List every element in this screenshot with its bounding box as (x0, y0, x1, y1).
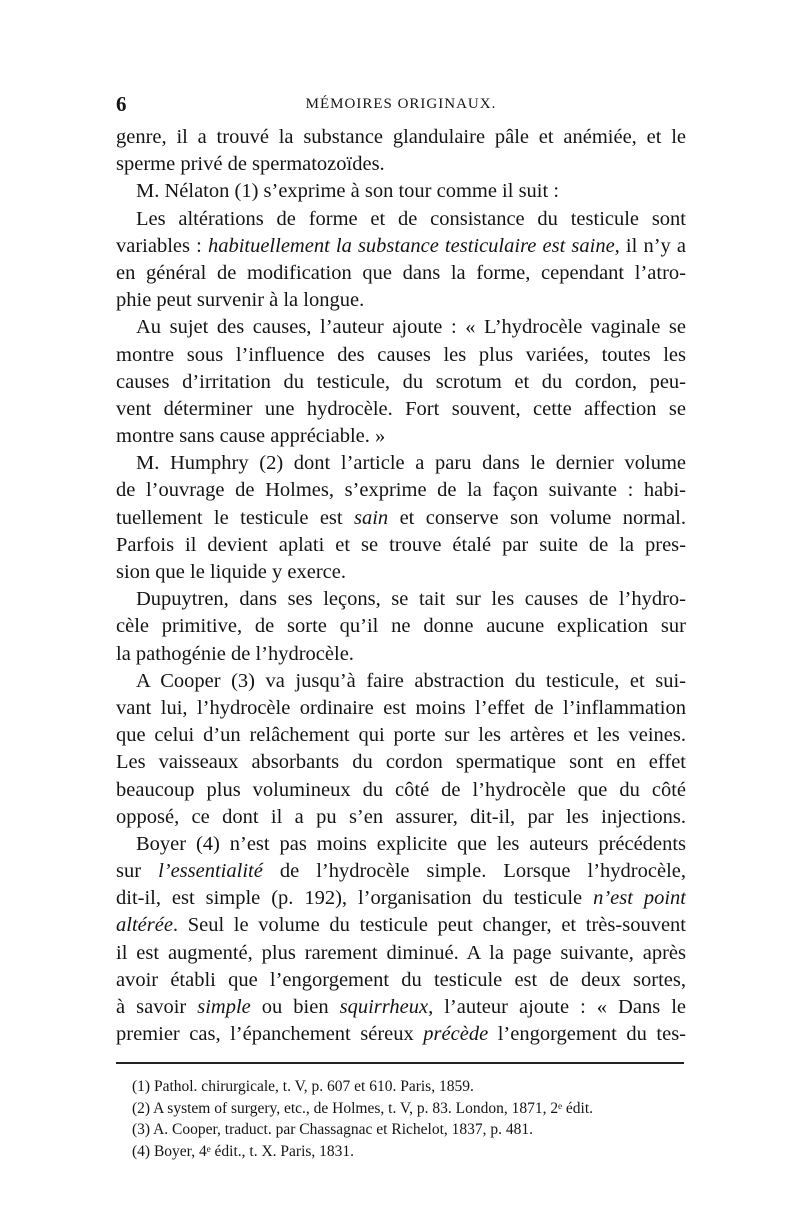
footnote: (1) Pathol. chirurgicale, t. V, p. 607 et 610. Paris, 1859. (132, 1078, 474, 1096)
footnote-divider (116, 1062, 684, 1064)
text-line: dit-il, est simple (p. 192), l’organisation du testicule n’est point (116, 887, 686, 910)
text-line: montre sous l’influence des causes les plus variées, toutes les (116, 343, 686, 366)
text-line: sur l’essentialité de l’hydrocèle simple. Lorsque l’hydrocèle, (116, 860, 686, 883)
body-text (116, 124, 686, 1048)
text-line: genre, il a trouvé la substance glandulaire pâle et anémiée, et le (116, 126, 686, 148)
text-line: à savoir simple ou bien squirrheux, l’auteur ajoute : « Dans le (116, 996, 686, 1018)
page-header (116, 92, 686, 124)
text-line: M. Nélaton (1) s’exprime à son tour comme il suit : (136, 180, 560, 203)
text-line: sperme privé de spermatozoïdes. (116, 153, 385, 176)
text-line: vant lui, l’hydrocèle ordinaire est moins l’effet de l’inflammation (116, 696, 686, 719)
text-line: variables : habituellement la substance testiculaire est saine, il n’y a (116, 234, 686, 257)
text-line: Les vaisseaux absorbants du cordon spermatique sont en effet (116, 751, 686, 774)
text-line: montre sans cause appréciable. » (116, 425, 386, 448)
text-line: la pathogénie de l’hydrocèle. (116, 642, 354, 665)
footnote: (3) A. Cooper, traduct. par Chassagnac et Richelot, 1837, p. 481. (132, 1121, 533, 1139)
page-number: 6 (116, 92, 127, 116)
text-line: Parfois il devient aplati et se trouve étalé par suite de la pres- (116, 533, 686, 556)
text-line: vent déterminer une hydrocèle. Fort souvent, cette affection se (116, 397, 686, 420)
text-line: beaucoup plus volumineux du côté de l’hydrocèle que du côté (116, 778, 686, 801)
footnote: (4) Boyer, 4ᵉ édit., t. X. Paris, 1831. (132, 1142, 355, 1160)
text-line: cèle primitive, de sorte qu’il ne donne aucune explication sur (116, 615, 686, 638)
footnotes (116, 1076, 686, 1162)
text-line: altérée. Seul le volume du testicule peut changer, et très-souvent (116, 914, 686, 937)
text-line: il est augmenté, plus rarement diminué. A la page suivante, après (116, 941, 686, 964)
footnote: (2) A system of surgery, etc., de Holmes, t. V, p. 83. London, 1871, 2ᵉ édit. (132, 1099, 594, 1117)
text-line: Les altérations de forme et de consistance du testicule sont (136, 207, 686, 230)
running-title: MÉMOIRES ORIGINAUX. (305, 96, 497, 112)
text-line: de l’ouvrage de Holmes, s’exprime de la façon suivante : habi- (116, 479, 686, 502)
text-line: que celui d’un relâchement qui porte sur les artères et les veines. (116, 724, 686, 747)
text-line: M. Humphry (2) dont l’article a paru dans le dernier volume (136, 452, 686, 475)
text-line: tuellement le testicule est sain et conserve son volume normal. (116, 506, 686, 529)
text-line: avoir établi que l’engorgement du testicule est de deux sortes, (116, 968, 686, 991)
text-line: premier cas, l’épanchement séreux précède l’engorgement du tes- (116, 1023, 686, 1046)
text-line: Au sujet des causes, l’auteur ajoute : « L’hydrocèle vaginale se (136, 316, 686, 339)
text-line: phie peut survenir à la longue. (116, 289, 365, 312)
text-line: causes d’irritation du testicule, du scrotum et du cordon, peu- (116, 370, 686, 393)
text-line: Boyer (4) n’est pas moins explicite que les auteurs précédents (136, 832, 686, 855)
text-line: A Cooper (3) va jusqu’à faire abstraction du testicule, et sui- (136, 669, 686, 692)
text-line: sion que le liquide y exerce. (116, 561, 346, 583)
text-line: opposé, ce dont il a pu s’en assurer, dit-il, par les injections. (116, 805, 686, 828)
text-line: en général de modification que dans la forme, cependant l’atro- (116, 261, 686, 284)
document-page (116, 92, 686, 1162)
text-line: Dupuytren, dans ses leçons, se tait sur les causes de l’hydro- (136, 588, 686, 611)
